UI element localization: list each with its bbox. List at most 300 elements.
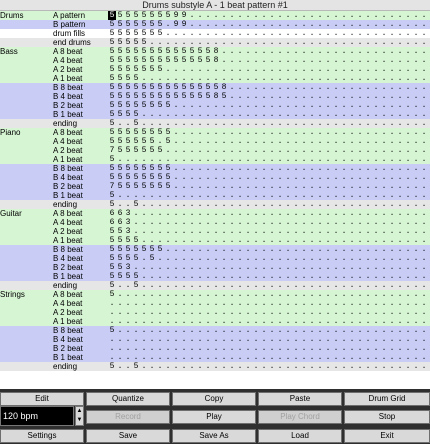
pattern-cell[interactable]: . bbox=[317, 137, 323, 146]
pattern-cell[interactable]: . bbox=[213, 218, 219, 227]
pattern-cell[interactable]: . bbox=[381, 56, 387, 65]
pattern-cell[interactable]: . bbox=[149, 299, 155, 308]
pattern-cell[interactable]: . bbox=[365, 335, 371, 344]
pattern-cell[interactable]: . bbox=[333, 263, 339, 272]
pattern-cell[interactable]: . bbox=[389, 227, 395, 236]
pattern-cell[interactable]: 5 bbox=[117, 146, 123, 155]
pattern-cell[interactable]: . bbox=[173, 236, 179, 245]
pattern-cell[interactable]: . bbox=[421, 236, 427, 245]
pattern-cell[interactable]: 5 bbox=[125, 92, 131, 101]
pattern-cell[interactable]: . bbox=[309, 272, 315, 281]
pattern-cell[interactable]: . bbox=[357, 200, 363, 209]
pattern-cell[interactable]: . bbox=[357, 344, 363, 353]
pattern-cell[interactable]: . bbox=[245, 101, 251, 110]
pattern-cell[interactable]: . bbox=[277, 110, 283, 119]
pattern-cell[interactable]: . bbox=[413, 290, 419, 299]
pattern-cell[interactable]: . bbox=[421, 47, 427, 56]
pattern-cell[interactable]: . bbox=[293, 164, 299, 173]
pattern-cell[interactable]: . bbox=[165, 191, 171, 200]
pattern-cell[interactable]: . bbox=[309, 299, 315, 308]
pattern-cell[interactable]: 5 bbox=[133, 56, 139, 65]
pattern-cell[interactable]: . bbox=[309, 11, 315, 20]
pattern-cell[interactable]: . bbox=[237, 326, 243, 335]
pattern-cell[interactable]: . bbox=[301, 191, 307, 200]
pattern-cell[interactable]: . bbox=[181, 128, 187, 137]
pattern-cell[interactable]: . bbox=[269, 272, 275, 281]
pattern-row[interactable] bbox=[0, 65, 430, 74]
pattern-cell[interactable]: 5 bbox=[157, 128, 163, 137]
pattern-cell[interactable]: . bbox=[189, 236, 195, 245]
pattern-cell[interactable]: . bbox=[349, 74, 355, 83]
pattern-cell[interactable]: . bbox=[229, 200, 235, 209]
pattern-row[interactable] bbox=[0, 200, 430, 209]
pattern-cell[interactable]: . bbox=[213, 182, 219, 191]
pattern-cell[interactable]: . bbox=[277, 47, 283, 56]
pattern-cell[interactable]: . bbox=[333, 29, 339, 38]
pattern-cell[interactable]: . bbox=[357, 362, 363, 371]
pattern-cell[interactable]: . bbox=[365, 128, 371, 137]
pattern-cell[interactable]: . bbox=[181, 308, 187, 317]
pattern-cell[interactable]: 5 bbox=[117, 236, 123, 245]
pattern-cell[interactable]: 5 bbox=[205, 47, 211, 56]
pattern-cell[interactable]: . bbox=[197, 209, 203, 218]
pattern-cell[interactable]: 5 bbox=[133, 245, 139, 254]
pattern-cell[interactable]: . bbox=[325, 92, 331, 101]
pattern-cell[interactable]: . bbox=[237, 128, 243, 137]
pattern-cell[interactable]: 5 bbox=[133, 92, 139, 101]
pattern-cell[interactable]: . bbox=[317, 209, 323, 218]
pattern-cell[interactable]: . bbox=[397, 128, 403, 137]
pattern-cell[interactable]: . bbox=[205, 227, 211, 236]
pattern-cell[interactable]: 5 bbox=[197, 56, 203, 65]
pattern-row[interactable] bbox=[0, 191, 430, 200]
pattern-cell[interactable]: . bbox=[301, 38, 307, 47]
pattern-cell[interactable]: . bbox=[197, 155, 203, 164]
pattern-cell[interactable]: . bbox=[245, 164, 251, 173]
pattern-cells[interactable] bbox=[108, 56, 430, 65]
pattern-cell[interactable]: . bbox=[149, 200, 155, 209]
pattern-cell[interactable]: . bbox=[269, 182, 275, 191]
pattern-cell[interactable]: 5 bbox=[133, 20, 139, 29]
pattern-cell[interactable]: . bbox=[181, 254, 187, 263]
load-button[interactable]: Load bbox=[258, 429, 342, 443]
pattern-cells[interactable] bbox=[108, 137, 430, 146]
pattern-cell[interactable]: . bbox=[333, 47, 339, 56]
pattern-cell[interactable]: . bbox=[229, 137, 235, 146]
pattern-cell[interactable]: . bbox=[349, 236, 355, 245]
pattern-cell[interactable]: . bbox=[229, 110, 235, 119]
pattern-cell[interactable]: . bbox=[221, 173, 227, 182]
pattern-cell[interactable]: . bbox=[229, 20, 235, 29]
pattern-cell[interactable]: . bbox=[133, 209, 139, 218]
pattern-cell[interactable]: . bbox=[381, 362, 387, 371]
pattern-cell[interactable]: . bbox=[189, 254, 195, 263]
pattern-cell[interactable]: . bbox=[141, 191, 147, 200]
pattern-cell[interactable]: . bbox=[261, 344, 267, 353]
pattern-cell[interactable]: . bbox=[149, 74, 155, 83]
pattern-cell[interactable]: 5 bbox=[117, 65, 123, 74]
pattern-cell[interactable]: . bbox=[381, 182, 387, 191]
pattern-cell[interactable]: . bbox=[181, 326, 187, 335]
pattern-cell[interactable]: . bbox=[261, 47, 267, 56]
pattern-cell[interactable]: . bbox=[157, 281, 163, 290]
pattern-cell[interactable]: 5 bbox=[189, 56, 195, 65]
pattern-cell[interactable]: . bbox=[213, 20, 219, 29]
pattern-cell[interactable]: . bbox=[213, 101, 219, 110]
pattern-cell[interactable]: . bbox=[261, 335, 267, 344]
pattern-cell[interactable]: . bbox=[181, 65, 187, 74]
pattern-cell[interactable]: . bbox=[149, 344, 155, 353]
pattern-cell[interactable]: . bbox=[413, 29, 419, 38]
pattern-cell[interactable]: . bbox=[293, 344, 299, 353]
pattern-cell[interactable]: . bbox=[285, 92, 291, 101]
pattern-cell[interactable]: 3 bbox=[125, 263, 131, 272]
pattern-cell[interactable]: . bbox=[141, 227, 147, 236]
pattern-cell[interactable]: 5 bbox=[141, 182, 147, 191]
pattern-cells[interactable] bbox=[108, 344, 430, 353]
pattern-cell[interactable]: . bbox=[405, 47, 411, 56]
pattern-cell[interactable]: . bbox=[341, 272, 347, 281]
pattern-cell[interactable]: . bbox=[373, 254, 379, 263]
pattern-cell[interactable]: . bbox=[421, 101, 427, 110]
pattern-cell[interactable]: . bbox=[229, 38, 235, 47]
pattern-row[interactable] bbox=[0, 92, 430, 101]
pattern-row[interactable] bbox=[0, 164, 430, 173]
pattern-cell[interactable]: 5 bbox=[125, 272, 131, 281]
exit-button[interactable]: Exit bbox=[344, 429, 430, 443]
pattern-cell[interactable]: . bbox=[373, 353, 379, 362]
pattern-cell[interactable]: . bbox=[237, 191, 243, 200]
pattern-cell[interactable]: . bbox=[381, 326, 387, 335]
pattern-cells[interactable] bbox=[108, 308, 430, 317]
pattern-cell[interactable]: . bbox=[165, 38, 171, 47]
pattern-cell[interactable]: . bbox=[221, 137, 227, 146]
pattern-cell[interactable]: . bbox=[301, 137, 307, 146]
pattern-cell[interactable]: . bbox=[141, 299, 147, 308]
pattern-cell[interactable]: . bbox=[405, 83, 411, 92]
pattern-cell[interactable]: . bbox=[389, 110, 395, 119]
pattern-cell[interactable]: 5 bbox=[133, 254, 139, 263]
pattern-cell[interactable]: . bbox=[357, 263, 363, 272]
pattern-cell[interactable]: . bbox=[189, 110, 195, 119]
pattern-cell[interactable]: 5 bbox=[141, 137, 147, 146]
pattern-cell[interactable]: . bbox=[413, 245, 419, 254]
pattern-cell[interactable]: . bbox=[197, 281, 203, 290]
pattern-cell[interactable]: . bbox=[373, 200, 379, 209]
pattern-cell[interactable]: . bbox=[165, 326, 171, 335]
pattern-cell[interactable]: . bbox=[365, 155, 371, 164]
pattern-cell[interactable]: . bbox=[229, 164, 235, 173]
pattern-cell[interactable]: . bbox=[245, 119, 251, 128]
pattern-cell[interactable]: . bbox=[317, 353, 323, 362]
pattern-cell[interactable]: . bbox=[309, 281, 315, 290]
pattern-cell[interactable]: . bbox=[125, 308, 131, 317]
pattern-cell[interactable]: . bbox=[381, 263, 387, 272]
pattern-cell[interactable]: . bbox=[357, 38, 363, 47]
pattern-cell[interactable]: . bbox=[181, 101, 187, 110]
pattern-cell[interactable]: . bbox=[405, 29, 411, 38]
pattern-cell[interactable]: . bbox=[349, 92, 355, 101]
pattern-cell[interactable]: . bbox=[173, 173, 179, 182]
pattern-cell[interactable]: . bbox=[213, 173, 219, 182]
pattern-cell[interactable]: . bbox=[173, 155, 179, 164]
pattern-cell[interactable]: . bbox=[277, 146, 283, 155]
pattern-cell[interactable]: . bbox=[389, 254, 395, 263]
pattern-cell[interactable]: . bbox=[333, 146, 339, 155]
pattern-cell[interactable]: . bbox=[237, 362, 243, 371]
pattern-cell[interactable]: . bbox=[397, 74, 403, 83]
pattern-cell[interactable]: . bbox=[221, 263, 227, 272]
pattern-cell[interactable]: . bbox=[109, 344, 115, 353]
pattern-cell[interactable]: . bbox=[245, 290, 251, 299]
pattern-cell[interactable]: . bbox=[261, 200, 267, 209]
pattern-cell[interactable]: . bbox=[173, 191, 179, 200]
pattern-cell[interactable]: . bbox=[157, 290, 163, 299]
pattern-cell[interactable]: 5 bbox=[117, 11, 123, 20]
pattern-cell[interactable]: . bbox=[173, 281, 179, 290]
pattern-cell[interactable]: . bbox=[309, 245, 315, 254]
pattern-cell[interactable]: . bbox=[405, 65, 411, 74]
pattern-cell[interactable]: . bbox=[405, 11, 411, 20]
pattern-cell[interactable]: 5 bbox=[133, 119, 139, 128]
pattern-cell[interactable]: . bbox=[149, 362, 155, 371]
pattern-cell[interactable]: . bbox=[413, 74, 419, 83]
pattern-cell[interactable]: . bbox=[357, 29, 363, 38]
pattern-cell[interactable]: . bbox=[205, 263, 211, 272]
pattern-cell[interactable]: . bbox=[285, 29, 291, 38]
pattern-cell[interactable]: 5 bbox=[109, 191, 115, 200]
pattern-cell[interactable]: . bbox=[205, 272, 211, 281]
pattern-cell[interactable]: . bbox=[157, 137, 163, 146]
pattern-cell[interactable]: 5 bbox=[165, 173, 171, 182]
pattern-cell[interactable]: . bbox=[237, 110, 243, 119]
pattern-cell[interactable]: . bbox=[189, 218, 195, 227]
pattern-cell[interactable]: 5 bbox=[117, 137, 123, 146]
pattern-cells[interactable] bbox=[108, 119, 430, 128]
pattern-cell[interactable]: . bbox=[269, 47, 275, 56]
pattern-cell[interactable]: . bbox=[285, 281, 291, 290]
pattern-cell[interactable]: . bbox=[341, 38, 347, 47]
pattern-cell[interactable]: . bbox=[301, 101, 307, 110]
pattern-cell[interactable]: . bbox=[165, 218, 171, 227]
pattern-cell[interactable]: . bbox=[229, 227, 235, 236]
pattern-cell[interactable]: . bbox=[189, 74, 195, 83]
pattern-row[interactable] bbox=[0, 290, 430, 299]
pattern-cell[interactable]: . bbox=[293, 146, 299, 155]
pattern-cell[interactable]: 5 bbox=[133, 11, 139, 20]
pattern-cell[interactable]: 5 bbox=[109, 110, 115, 119]
pattern-cell[interactable]: . bbox=[141, 317, 147, 326]
pattern-cell[interactable]: . bbox=[285, 56, 291, 65]
pattern-cell[interactable]: . bbox=[237, 290, 243, 299]
pattern-cell[interactable]: . bbox=[157, 119, 163, 128]
pattern-cell[interactable]: 9 bbox=[173, 11, 179, 20]
pattern-row[interactable] bbox=[0, 335, 430, 344]
pattern-cell[interactable]: . bbox=[421, 119, 427, 128]
pattern-cell[interactable]: . bbox=[285, 335, 291, 344]
pattern-cell[interactable]: . bbox=[325, 317, 331, 326]
pattern-cell[interactable]: . bbox=[245, 20, 251, 29]
pattern-cell[interactable]: . bbox=[325, 101, 331, 110]
pattern-cell[interactable]: . bbox=[253, 83, 259, 92]
pattern-cell[interactable]: . bbox=[365, 236, 371, 245]
pattern-cell[interactable]: . bbox=[197, 173, 203, 182]
pattern-cell[interactable]: . bbox=[189, 362, 195, 371]
pattern-cell[interactable]: 5 bbox=[149, 65, 155, 74]
pattern-cell[interactable]: . bbox=[285, 362, 291, 371]
pattern-cell[interactable]: . bbox=[285, 20, 291, 29]
pattern-cell[interactable]: . bbox=[229, 47, 235, 56]
pattern-cell[interactable]: . bbox=[189, 209, 195, 218]
pattern-cell[interactable]: . bbox=[277, 119, 283, 128]
pattern-cell[interactable]: . bbox=[293, 20, 299, 29]
pattern-cell[interactable]: 5 bbox=[125, 245, 131, 254]
pattern-cell[interactable]: . bbox=[389, 56, 395, 65]
pattern-cell[interactable]: . bbox=[285, 128, 291, 137]
pattern-cell[interactable]: . bbox=[181, 317, 187, 326]
pattern-cell[interactable]: . bbox=[309, 65, 315, 74]
pattern-cell[interactable]: . bbox=[373, 155, 379, 164]
pattern-cell[interactable]: . bbox=[285, 218, 291, 227]
pattern-cell[interactable]: . bbox=[285, 245, 291, 254]
pattern-cell[interactable]: . bbox=[213, 227, 219, 236]
pattern-cell[interactable]: . bbox=[285, 119, 291, 128]
pattern-cell[interactable]: . bbox=[389, 326, 395, 335]
pattern-cell[interactable]: 5 bbox=[117, 182, 123, 191]
pattern-cell[interactable]: . bbox=[173, 326, 179, 335]
pattern-cell[interactable]: . bbox=[245, 272, 251, 281]
pattern-cell[interactable]: . bbox=[405, 182, 411, 191]
tempo-display[interactable]: 120 bpm bbox=[0, 406, 74, 426]
pattern-cell[interactable]: . bbox=[325, 164, 331, 173]
pattern-cell[interactable]: . bbox=[221, 362, 227, 371]
pattern-cell[interactable]: 5 bbox=[109, 65, 115, 74]
pattern-cell[interactable]: . bbox=[309, 74, 315, 83]
pattern-cell[interactable]: . bbox=[381, 218, 387, 227]
pattern-cell[interactable]: . bbox=[357, 191, 363, 200]
pattern-cell[interactable]: . bbox=[149, 218, 155, 227]
pattern-cells[interactable] bbox=[108, 20, 430, 29]
pattern-cell[interactable]: . bbox=[365, 209, 371, 218]
pattern-cell[interactable]: 5 bbox=[149, 101, 155, 110]
pattern-cell[interactable]: . bbox=[333, 101, 339, 110]
pattern-cell[interactable]: . bbox=[221, 218, 227, 227]
pattern-cell[interactable]: . bbox=[349, 38, 355, 47]
pattern-cell[interactable]: . bbox=[317, 110, 323, 119]
pattern-cell[interactable]: . bbox=[237, 335, 243, 344]
play-button[interactable]: Play bbox=[172, 410, 256, 424]
pattern-cell[interactable]: . bbox=[325, 326, 331, 335]
pattern-cell[interactable]: . bbox=[309, 254, 315, 263]
pattern-cell[interactable]: . bbox=[277, 128, 283, 137]
pattern-cell[interactable]: 5 bbox=[133, 164, 139, 173]
pattern-cell[interactable]: . bbox=[285, 110, 291, 119]
pattern-cell[interactable]: . bbox=[309, 83, 315, 92]
pattern-cell[interactable]: . bbox=[197, 65, 203, 74]
pattern-cell[interactable]: . bbox=[317, 164, 323, 173]
pattern-cell[interactable]: . bbox=[421, 272, 427, 281]
pattern-cell[interactable]: . bbox=[205, 137, 211, 146]
pattern-cell[interactable]: . bbox=[421, 209, 427, 218]
pattern-cell[interactable]: . bbox=[357, 119, 363, 128]
pattern-cell[interactable]: . bbox=[229, 173, 235, 182]
pattern-cell[interactable]: . bbox=[397, 137, 403, 146]
pattern-cell[interactable]: . bbox=[245, 353, 251, 362]
pattern-cell[interactable]: 5 bbox=[133, 146, 139, 155]
quantize-button[interactable]: Quantize bbox=[86, 392, 170, 406]
pattern-cell[interactable]: 8 bbox=[213, 92, 219, 101]
pattern-cell[interactable]: . bbox=[421, 263, 427, 272]
pattern-cells[interactable] bbox=[108, 92, 430, 101]
pattern-cell[interactable]: . bbox=[365, 119, 371, 128]
pattern-cell[interactable]: 5 bbox=[181, 47, 187, 56]
pattern-cell[interactable]: . bbox=[125, 344, 131, 353]
pattern-cell[interactable]: . bbox=[221, 191, 227, 200]
pattern-cell[interactable]: 9 bbox=[181, 11, 187, 20]
pattern-cell[interactable]: . bbox=[325, 218, 331, 227]
pattern-cell[interactable]: 5 bbox=[157, 245, 163, 254]
pattern-cell[interactable]: . bbox=[349, 317, 355, 326]
pattern-cell[interactable]: . bbox=[285, 254, 291, 263]
pattern-cell[interactable]: . bbox=[253, 209, 259, 218]
pattern-cell[interactable]: . bbox=[205, 110, 211, 119]
pattern-cell[interactable]: . bbox=[133, 191, 139, 200]
pattern-cell[interactable]: . bbox=[357, 308, 363, 317]
pattern-cell[interactable]: . bbox=[389, 155, 395, 164]
pattern-cell[interactable]: 5 bbox=[109, 227, 115, 236]
pattern-cell[interactable]: . bbox=[245, 29, 251, 38]
pattern-cell[interactable]: . bbox=[413, 65, 419, 74]
pattern-cell[interactable]: . bbox=[245, 56, 251, 65]
pattern-cell[interactable]: . bbox=[293, 272, 299, 281]
pattern-cell[interactable]: . bbox=[253, 263, 259, 272]
pattern-cell[interactable]: . bbox=[221, 128, 227, 137]
pattern-cell[interactable]: . bbox=[253, 191, 259, 200]
pattern-cells[interactable] bbox=[108, 317, 430, 326]
pattern-cell[interactable]: . bbox=[309, 164, 315, 173]
pattern-cell[interactable]: . bbox=[309, 218, 315, 227]
pattern-cell[interactable]: . bbox=[277, 326, 283, 335]
pattern-cell[interactable]: . bbox=[277, 335, 283, 344]
pattern-cell[interactable]: . bbox=[157, 362, 163, 371]
pattern-cell[interactable]: . bbox=[173, 353, 179, 362]
pattern-cell[interactable]: . bbox=[325, 29, 331, 38]
pattern-cell[interactable]: . bbox=[349, 272, 355, 281]
stop-button[interactable]: Stop bbox=[344, 410, 430, 424]
pattern-cell[interactable]: . bbox=[165, 119, 171, 128]
pattern-row[interactable] bbox=[0, 254, 430, 263]
pattern-cells[interactable] bbox=[108, 101, 430, 110]
pattern-cell[interactable]: . bbox=[421, 326, 427, 335]
pattern-cell[interactable]: . bbox=[285, 65, 291, 74]
pattern-cell[interactable]: . bbox=[333, 200, 339, 209]
pattern-cell[interactable]: . bbox=[373, 299, 379, 308]
pattern-cell[interactable]: . bbox=[333, 110, 339, 119]
pattern-cell[interactable]: 5 bbox=[117, 29, 123, 38]
pattern-cell[interactable]: 5 bbox=[109, 200, 115, 209]
pattern-cell[interactable]: 5 bbox=[173, 83, 179, 92]
pattern-cell[interactable]: 5 bbox=[109, 254, 115, 263]
pattern-cell[interactable]: . bbox=[389, 92, 395, 101]
pattern-cell[interactable]: . bbox=[309, 290, 315, 299]
pattern-cell[interactable]: 5 bbox=[117, 254, 123, 263]
pattern-cell[interactable]: 5 bbox=[133, 38, 139, 47]
pattern-cell[interactable]: . bbox=[189, 29, 195, 38]
pattern-cell[interactable]: 5 bbox=[133, 101, 139, 110]
pattern-cell[interactable]: . bbox=[413, 218, 419, 227]
pattern-cell[interactable]: . bbox=[229, 254, 235, 263]
pattern-cell[interactable]: . bbox=[301, 92, 307, 101]
